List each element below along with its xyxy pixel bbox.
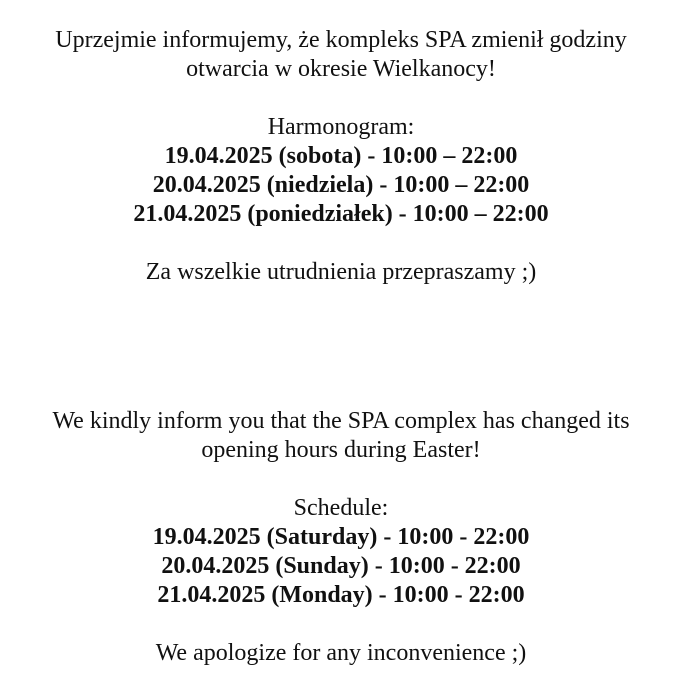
polish-intro-line-2: otwarcia w okresie Wielkanocy! — [186, 56, 496, 82]
polish-announcement — [0, 26, 682, 287]
english-schedule-heading: Schedule: — [293, 495, 389, 521]
polish-schedule-day-3: 21.04.2025 (poniedziałek) - 10:00 – 22:00 — [133, 201, 549, 227]
polish-schedule-day-1: 19.04.2025 (sobota) - 10:00 – 22:00 — [164, 143, 518, 169]
english-schedule-day-1: 19.04.2025 (Saturday) - 10:00 - 22:00 — [152, 524, 530, 550]
english-intro-line-1: We kindly inform you that the SPA complex has changed its — [52, 408, 630, 434]
polish-schedule-heading: Harmonogram: — [267, 114, 415, 140]
polish-intro-line-1: Uprzejmie informujemy, że kompleks SPA zmienił godziny — [55, 27, 627, 53]
english-schedule-day-2: 20.04.2025 (Sunday) - 10:00 - 22:00 — [161, 553, 521, 579]
polish-schedule-day-2: 20.04.2025 (niedziela) - 10:00 – 22:00 — [152, 172, 530, 198]
polish-apology: Za wszelkie utrudnienia przepraszamy ;) — [145, 259, 537, 285]
english-announcement — [0, 407, 682, 668]
english-schedule-day-3: 21.04.2025 (Monday) - 10:00 - 22:00 — [157, 582, 525, 608]
english-apology: We apologize for any inconvenience ;) — [155, 640, 527, 666]
english-intro-line-2: opening hours during Easter! — [201, 437, 481, 463]
